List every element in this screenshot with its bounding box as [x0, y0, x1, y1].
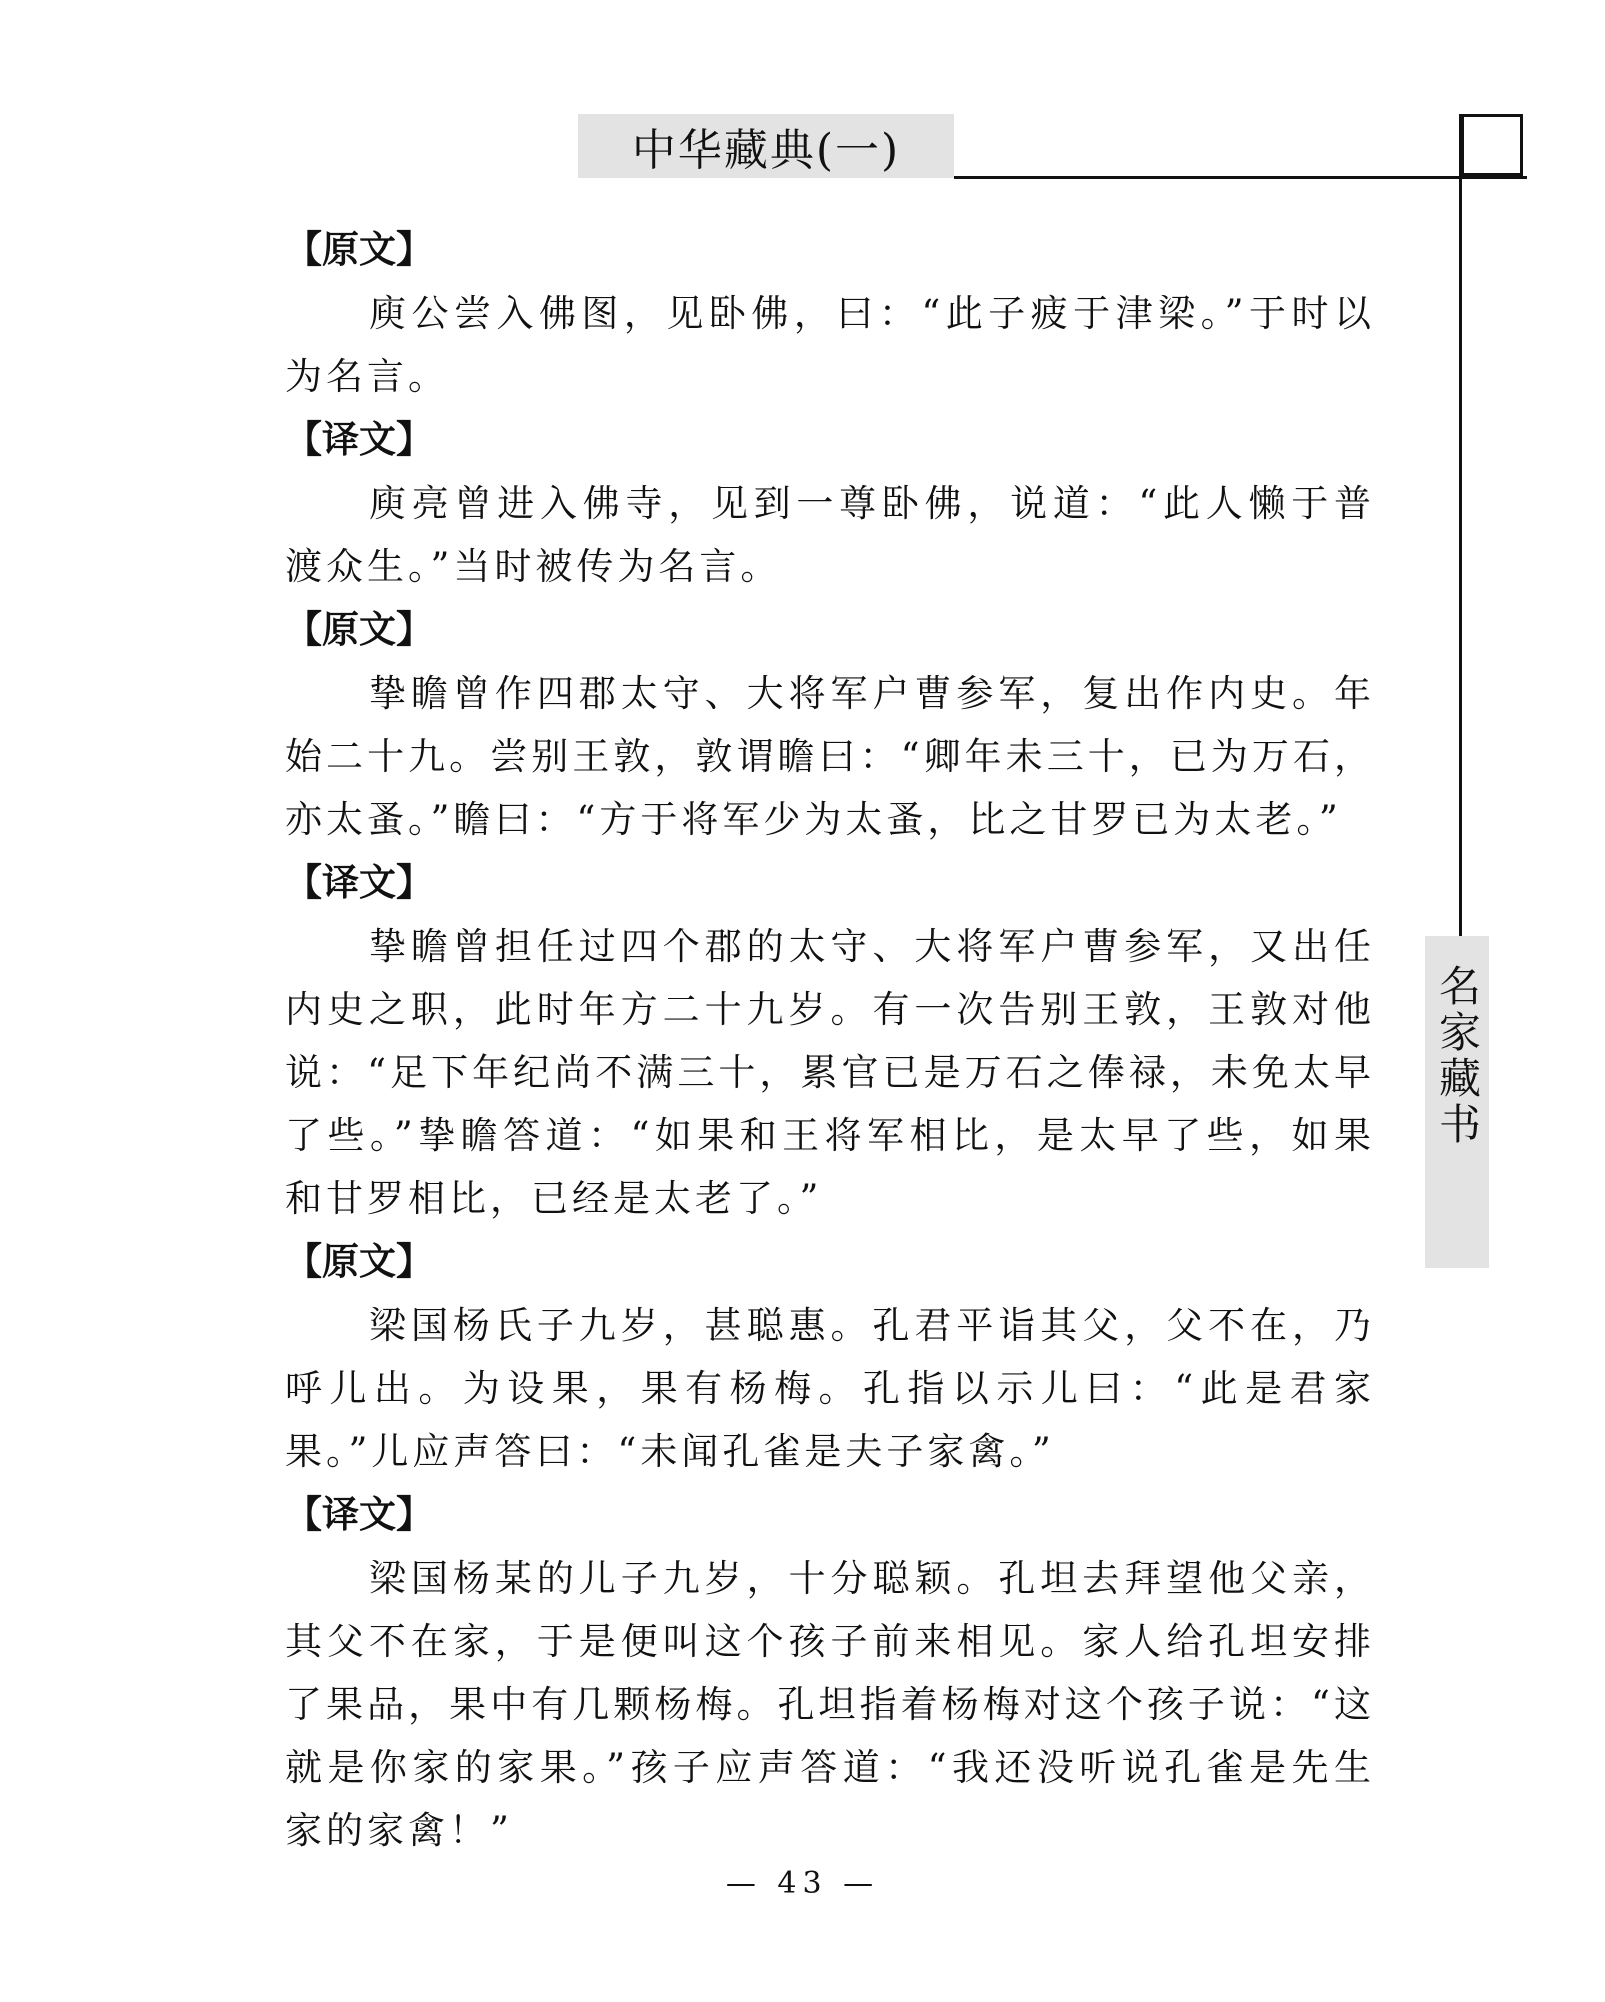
section-label-original-1: 【原文】	[285, 228, 433, 271]
section-text-translation-2: 挚瞻曾担任过四个郡的太守、大将军户曹参军，又出任内史之职，此时年方二十九岁。有一次告别王敦，王敦对他说：“足下年纪尚不满三十，累官已是万石之俸禄，未免太早了些。”挚瞻答道：“如果和王将军相比，是太早了些，如果和甘罗相比，已经是太老了。”	[285, 925, 1375, 1220]
section-text-translation-3: 梁国杨某的儿子九岁，十分聪颖。孔坦去拜望他父亲，其父不在家，于是便叫这个孩子前来相见。家人给孔坦安排了果品，果中有几颗杨梅。孔坦指着杨梅对这个孩子说：“这就是你家的家果。”孩子应声答道：“我还没听说孔雀是先生家的家禽！”	[285, 1557, 1375, 1852]
header-rule	[954, 176, 1527, 179]
section-text-original-2: 挚瞻曾作四郡太守、大将军户曹参军，复出作内史。年始二十九。尝别王敦，敦谓瞻曰：“卿年未三十，已为万石，亦太蚤。”瞻曰：“方于将军少为太蚤，比之甘罗已为太老。”	[285, 672, 1375, 841]
section-label-original-2: 【原文】	[285, 608, 433, 651]
section-text-original-1: 庾公尝入佛图，见卧佛，曰：“此子疲于津梁。”于时以为名言。	[285, 292, 1375, 398]
section-label-original-3: 【原文】	[285, 1240, 433, 1283]
section-label-translation-1: 【译文】	[285, 418, 433, 461]
section-label-translation-3: 【译文】	[285, 1493, 433, 1536]
page-content	[285, 218, 1375, 1862]
side-tab	[1425, 936, 1489, 1268]
side-tab-label: 名家藏书	[1433, 964, 1482, 1148]
corner-box-decoration	[1461, 114, 1523, 176]
book-title: 中华藏典(一)	[631, 125, 901, 176]
book-title-header	[578, 114, 954, 178]
section-label-translation-2: 【译文】	[285, 861, 433, 904]
section-text-translation-1: 庾亮曾进入佛寺，见到一尊卧佛，说道：“此人懒于普渡众生。”当时被传为名言。	[285, 482, 1375, 588]
side-vertical-rule	[1459, 114, 1462, 938]
section-text-original-3: 梁国杨氏子九岁，甚聪惠。孔君平诣其父，父不在，乃呼儿出。为设果，果有杨梅。孔指以示儿曰：“此是君家果。”儿应声答曰：“未闻孔雀是夫子家禽。”	[285, 1304, 1375, 1473]
page-number: — 43 —	[725, 1866, 880, 1901]
